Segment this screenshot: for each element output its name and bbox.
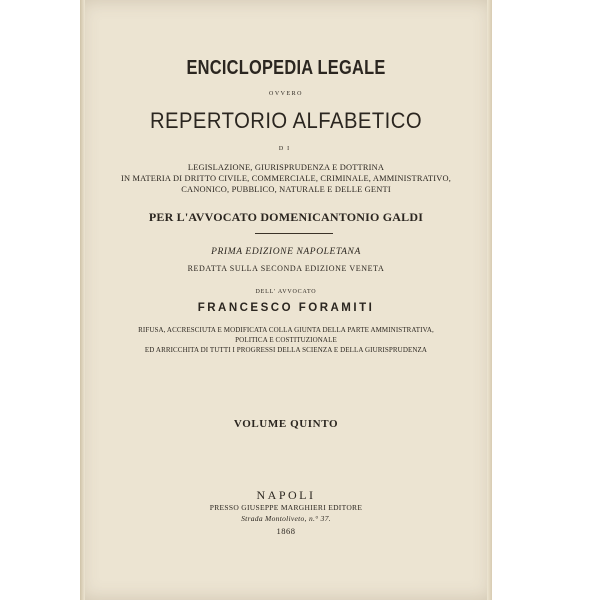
edition-line: PRIMA EDIZIONE NAPOLETANA bbox=[211, 247, 361, 257]
author-line: PER L'AVVOCATO DOMENICANTONIO GALDI bbox=[148, 210, 424, 224]
dell-avvocato-line: DELL' AVVOCATO bbox=[255, 289, 317, 295]
revision-note-line-3: ED ARRICCHITA DI TUTTI I PROGRESSI DELLA SCIENZA E DELLA GIURISPRUDENZA bbox=[144, 346, 428, 354]
revision-note-line-1: RIFUSA, ACCRESCIUTA E MODIFICATA COLLA GIUNTA DELLA PARTE AMMINISTRATIVA, bbox=[138, 326, 434, 334]
redatta-line: REDATTA SULLA SECONDA EDIZIONE VENETA bbox=[187, 264, 385, 273]
divider-rule bbox=[255, 233, 333, 234]
publication-year: 1868 bbox=[276, 526, 296, 536]
volume-label: VOLUME QUINTO bbox=[233, 418, 339, 430]
di-connector: DI bbox=[278, 146, 294, 152]
publisher-line: PRESSO GIUSEPPE MARGHIERI EDITORE bbox=[209, 503, 363, 512]
description-line-2: IN MATERIA DI DRITTO CIVILE, COMMERCIALE, CRIMINALE, AMMINISTRATIVO, bbox=[120, 174, 452, 183]
publisher-address: Strada Montoliveto, n.° 37. bbox=[241, 514, 331, 523]
description-line-3: CANONICO, PUBBLICO, NATURALE E DELLE GENTI bbox=[181, 185, 391, 194]
ovvero-connector: OVVERO bbox=[269, 91, 303, 97]
book-title: ENCICLOPEDIA LEGALE bbox=[186, 57, 386, 79]
book-subtitle: REPERTORIO ALFABETICO bbox=[149, 108, 423, 133]
revision-note-line-2: POLITICA E COSTITUZIONALE bbox=[235, 336, 337, 344]
editor-name: FRANCESCO FORAMITI bbox=[197, 302, 375, 314]
publication-city: NAPOLI bbox=[256, 488, 316, 502]
description-line-1: LEGISLAZIONE, GIURISPRUDENZA E DOTTRINA bbox=[187, 163, 385, 172]
